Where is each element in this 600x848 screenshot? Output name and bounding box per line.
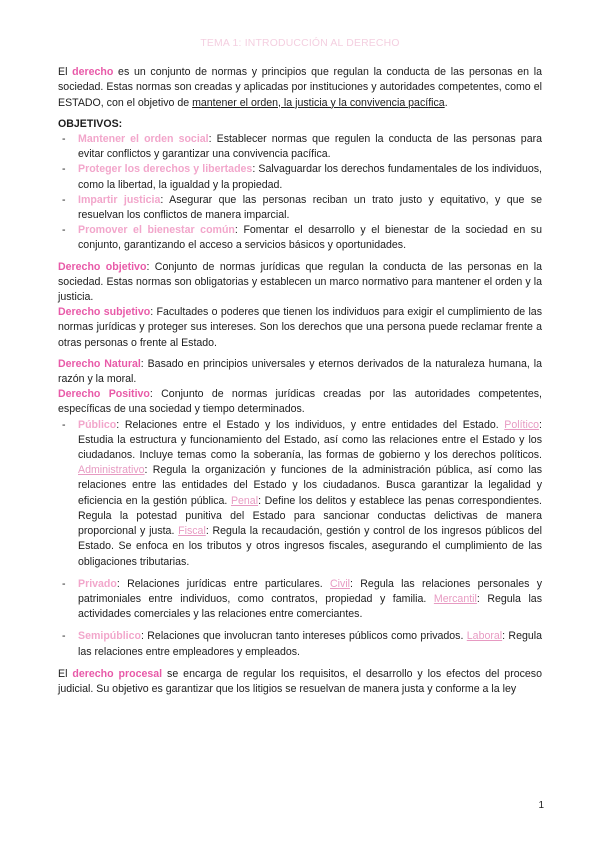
page-number: 1 <box>538 800 544 811</box>
document-page <box>58 36 542 697</box>
objetivos-list <box>58 132 542 254</box>
privado-text-1: : Relaciones jurídicas entre particulares. <box>116 577 331 590</box>
term-privado: Privado <box>78 577 117 590</box>
publico-text-3: : Regula la organización y funciones de la administración pública, así como las relaciones entre las entidades del Estado y los ciudadanos. Busca garantizar la legalidad y eficiencia en la gestión pública. <box>78 464 542 507</box>
list-item-publico <box>58 418 542 570</box>
term-semipublico: Semipúblico <box>78 630 141 643</box>
term-fiscal: Fiscal <box>178 525 206 538</box>
list-item <box>58 132 542 162</box>
procesal-text-a: El <box>58 667 73 680</box>
objetivo-text: : Asegurar que las personas reciban un trato justo y equitativo, y que se resuelvan los conflictos de manera imparcial. <box>78 193 543 222</box>
term-laboral: Laboral <box>466 630 503 643</box>
publico-text-4: : Define los delitos y establece las penas correspondientes. Regula la potestad punitiva del Estado para sancionar conductas delictivas de manera proporcional y justa. <box>78 494 542 538</box>
derecho-positivo-text: : Conjunto de normas jurídicas creadas por las autoridades competentes, específicas de una sociedad y tiempo determinados. <box>58 388 542 416</box>
term-penal: Penal <box>230 494 259 507</box>
page-title: TEMA 1: INTRODUCCIÓN AL DERECHO <box>200 38 400 49</box>
term-civil: Civil <box>330 577 351 590</box>
term-derecho-objetivo: Derecho objetivo <box>58 260 147 273</box>
derecho-positivo-paragraph <box>58 387 542 417</box>
objetivo-term: Mantener el orden social <box>78 133 209 146</box>
objetivo-text: : Salvaguardar los derechos fundamentales de los individuos, como la libertad, la igualdad y la propiedad. <box>78 163 543 191</box>
list-item <box>58 193 542 223</box>
derecho-objetivo-text: : Conjunto de normas jurídicas que regulan la conducta de las personas en la sociedad. Estas normas son obligatorias y establecen un marco normativo para mantener el orden y la justicia. <box>58 260 543 304</box>
derecho-procesal-paragraph <box>58 667 542 697</box>
privado-text-3: : Regula las actividades comerciales y las relaciones entre comerciantes. <box>78 592 542 621</box>
derecho-subjetivo-paragraph <box>58 305 542 351</box>
objetivo-text: : Fomentar el desarrollo y el bienestar de la sociedad en su conjunto, garantizando el acceso a servicios básicos y oportunidades. <box>78 224 542 252</box>
objetivo-term: Promover el bienestar común <box>78 224 235 237</box>
derecho-natural-paragraph <box>58 357 542 387</box>
derecho-objetivo-paragraph <box>58 260 542 306</box>
list-item <box>58 162 542 192</box>
intro-paragraph <box>58 65 542 111</box>
term-derecho-positivo: Derecho Positivo <box>58 388 150 401</box>
objetivos-heading: OBJETIVOS: <box>58 117 123 130</box>
list-item-semipublico <box>58 629 542 659</box>
intro-text-c: . <box>444 96 448 109</box>
objetivo-term: Proteger los derechos y libertades <box>78 163 253 176</box>
term-politico: Político <box>504 418 540 431</box>
objetivos-label: OBJETIVOS <box>58 117 119 130</box>
ramas-list <box>58 418 542 660</box>
list-item-privado <box>58 577 542 623</box>
term-derecho-natural: Derecho Natural <box>58 357 141 370</box>
term-derecho-procesal: derecho procesal <box>72 667 163 680</box>
objetivo-term: Impartir justicia <box>78 193 161 206</box>
publico-text-1: : Relaciones entre el Estado y los individuos, y entre entidades del Estado. <box>116 418 505 431</box>
derecho-natural-text: : Basado en principios universales y eternos derivados de la naturaleza humana, la razón y la moral. <box>58 357 542 386</box>
intro-text-b: es un conjunto de normas y principios que regulan la conducta de las personas en la sociedad. Estas normas son creadas y aplicadas por instituciones y autoridades competentes, como el ESTADO, con el objetivo de <box>58 66 542 109</box>
term-publico: Público <box>78 418 117 431</box>
term-administrativo: Administrativo <box>78 464 145 477</box>
procesal-text-b: se encarga de regular los requisitos, el desarrollo y los efectos del proceso judicial. Su objetivo es garantizar que los litigios se resuelvan de manera justa y conforme a la ley <box>58 667 542 695</box>
term-mercantil: Mercantil <box>433 592 477 605</box>
intro-text-a: El <box>58 66 73 79</box>
intro-underlined: mantener el orden, la justicia y la convivencia pacífica <box>192 96 445 109</box>
term-derecho: derecho <box>72 66 114 79</box>
publico-text-2: : Estudia la estructura y funcionamiento del Estado, así como las relaciones entre el Estado y los ciudadanos. Incluye temas como la soberanía, las formas de gobierno y los derechos políticos. <box>78 418 542 462</box>
publico-text-5: : Regula la recaudación, gestión y control de los ingresos públicos del Estado. Se enfoca en los tributos y otros ingresos fiscales, asegurando el cumplimiento de las obligaciones tributarias. <box>78 525 542 568</box>
semipublico-text-2: : Regula las relaciones entre empleadores y empleados. <box>78 630 542 658</box>
term-derecho-subjetivo: Derecho subjetivo <box>58 306 151 319</box>
privado-text-2: : Regula las relaciones personales y patrimoniales entre individuos, como contratos, propiedad y familia. <box>78 577 542 605</box>
objetivo-text: : Establecer normas que regulen la conducta de las personas para evitar conflictos y garantizar una convivencia pacífica. <box>78 133 543 161</box>
semipublico-text-1: : Relaciones que involucran tanto intereses públicos como privados. <box>140 630 467 643</box>
list-item <box>58 223 542 253</box>
derecho-subjetivo-text: : Facultades o poderes que tienen los individuos para exigir el cumplimiento de las normas jurídicas y proteger sus intereses. Son los derechos que una persona puede reclamar frente a otras personas o frente al Estado. <box>58 306 542 349</box>
